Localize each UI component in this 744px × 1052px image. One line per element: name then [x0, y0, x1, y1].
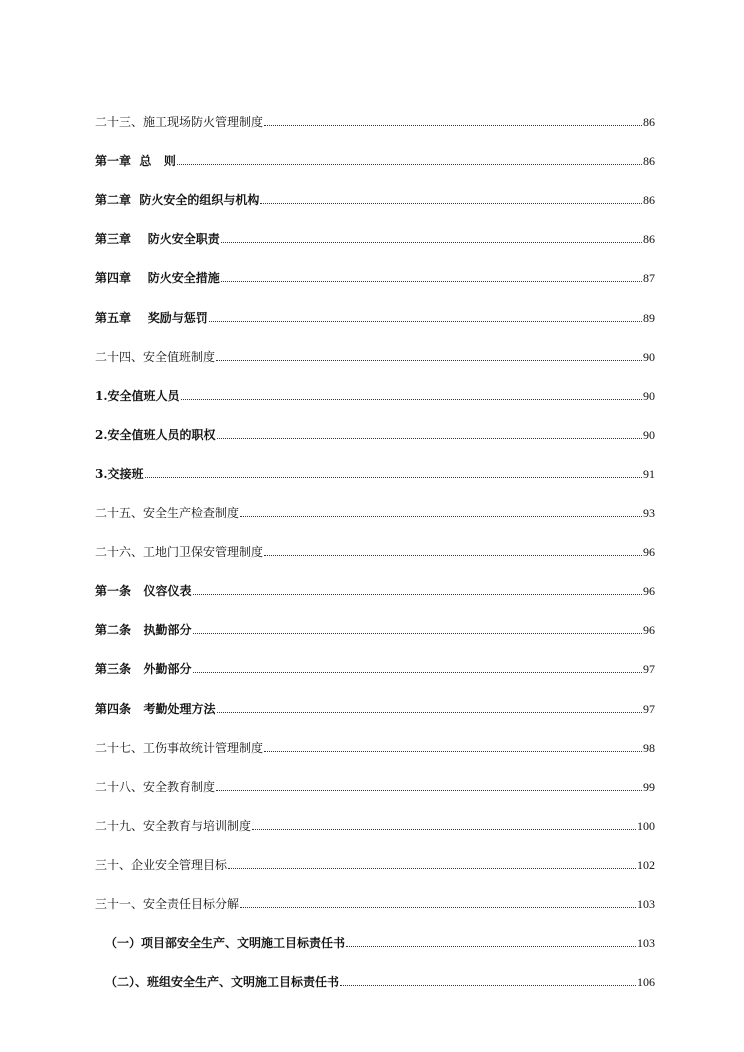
dot-leader — [217, 711, 642, 713]
dot-leader — [240, 515, 642, 517]
toc-entry-page-number: 86 — [643, 193, 655, 208]
dot-leader — [221, 241, 642, 243]
toc-entry-title: 3.交接班 — [95, 466, 144, 481]
toc-entry-title: 二十五、安全生产检查制度 — [95, 506, 240, 521]
toc-entry-page-number: 102 — [637, 857, 655, 872]
dot-leader — [264, 750, 642, 752]
dot-leader — [228, 867, 636, 869]
toc-entry[interactable] — [95, 245, 655, 284]
toc-entry-page-number: 100 — [637, 818, 655, 833]
dot-leader — [216, 789, 642, 791]
toc-entry-title: （一）项目部安全生产、文明施工目标责任书 — [105, 936, 346, 951]
toc-entry-page-number: 96 — [643, 623, 655, 638]
toc-entry-title: 二十八、安全教育制度 — [95, 779, 216, 794]
toc-entry-page-number: 86 — [643, 154, 655, 169]
toc-entry-page-number: 93 — [643, 506, 655, 521]
toc-entry-title: （二）、班组安全生产、文明施工目标责任书 — [105, 975, 340, 990]
toc-entry[interactable] — [95, 793, 655, 832]
dot-leader — [346, 945, 636, 947]
dot-leader — [181, 398, 642, 400]
toc-entry-title: 第五章 奖励与惩罚 — [95, 310, 208, 325]
toc-entry[interactable] — [95, 89, 655, 128]
toc-entry-page-number: 99 — [643, 779, 655, 794]
dot-leader — [221, 280, 642, 282]
toc-entry-page-number: 90 — [643, 388, 655, 403]
toc-entry-page-number: 90 — [643, 427, 655, 442]
toc-entry-title: 二十七、工伤事故统计管理制度 — [95, 740, 264, 755]
dot-leader — [264, 554, 642, 556]
dot-leader — [193, 632, 642, 634]
toc-entry[interactable] — [95, 324, 655, 363]
toc-entry-title: 第二章 防火安全的组织与机构 — [95, 193, 260, 208]
toc-entry[interactable] — [95, 871, 655, 910]
toc-entry-page-number: 97 — [643, 662, 655, 677]
toc-entry-title: 二十九、安全教育与培训制度 — [95, 818, 252, 833]
toc-entry[interactable] — [95, 128, 655, 167]
dot-leader — [193, 593, 642, 595]
toc-entry[interactable] — [95, 519, 655, 558]
toc-entry-title: 第三条 外勤部分 — [95, 662, 192, 677]
dot-leader — [216, 359, 642, 361]
toc-entry-page-number: 90 — [643, 349, 655, 364]
toc-entry[interactable] — [95, 363, 655, 402]
toc-entry-page-number: 106 — [637, 975, 655, 990]
toc-entry-title: 第二条 执勤部分 — [95, 623, 192, 638]
toc-entry-title: 二十四、安全值班制度 — [95, 349, 216, 364]
toc-entry[interactable] — [95, 949, 655, 988]
toc-entry-page-number: 103 — [637, 896, 655, 911]
toc-entry-page-number: 87 — [643, 271, 655, 286]
toc-entry-title: 三十一、安全责任目标分解 — [95, 896, 240, 911]
toc-entry[interactable] — [95, 675, 655, 714]
toc-entry[interactable] — [95, 597, 655, 636]
dot-leader — [260, 202, 642, 204]
toc-entry[interactable] — [95, 441, 655, 480]
toc-entry[interactable] — [95, 715, 655, 754]
toc-entry-title: 2.安全值班人员的职权 — [95, 427, 216, 442]
toc-entry[interactable] — [95, 167, 655, 206]
toc-entry-page-number: 96 — [643, 584, 655, 599]
toc-entry-page-number: 86 — [643, 232, 655, 247]
toc-entry-title: 第四条 考勤处理方法 — [95, 701, 216, 716]
toc-entry-title: 第一章 总 则 — [95, 154, 176, 169]
toc-entry-page-number: 97 — [643, 701, 655, 716]
toc-entry-title: 第一条 仪容仪表 — [95, 584, 192, 599]
dot-leader — [252, 828, 636, 830]
table-of-contents — [95, 89, 655, 988]
toc-entry-page-number: 103 — [637, 936, 655, 951]
toc-entry-title: 第四章 防火安全措施 — [95, 271, 220, 286]
toc-entry-page-number: 96 — [643, 545, 655, 560]
toc-entry-page-number: 86 — [643, 115, 655, 130]
toc-entry-title: 二十六、工地门卫保安管理制度 — [95, 545, 264, 560]
dot-leader — [264, 124, 642, 126]
toc-entry[interactable] — [95, 206, 655, 245]
dot-leader — [177, 163, 642, 165]
dot-leader — [240, 906, 636, 908]
toc-entry[interactable] — [95, 754, 655, 793]
dot-leader — [217, 437, 642, 439]
toc-entry[interactable] — [95, 402, 655, 441]
dot-leader — [340, 984, 636, 986]
toc-entry[interactable] — [95, 558, 655, 597]
dot-leader — [145, 476, 642, 478]
toc-entry-page-number: 91 — [643, 466, 655, 481]
toc-entry[interactable] — [95, 832, 655, 871]
toc-entry[interactable] — [95, 480, 655, 519]
toc-entry[interactable] — [95, 636, 655, 675]
toc-entry-page-number: 98 — [643, 740, 655, 755]
dot-leader — [193, 671, 642, 673]
toc-entry-title: 三十、企业安全管理目标 — [95, 857, 228, 872]
toc-entry-title: 1.安全值班人员 — [95, 388, 180, 403]
toc-entry[interactable] — [95, 284, 655, 323]
toc-entry-page-number: 89 — [643, 310, 655, 325]
toc-entry[interactable] — [95, 910, 655, 949]
toc-entry-title: 二十三、施工现场防火管理制度 — [95, 115, 264, 130]
toc-entry-title: 第三章 防火安全职责 — [95, 232, 220, 247]
dot-leader — [209, 320, 642, 322]
